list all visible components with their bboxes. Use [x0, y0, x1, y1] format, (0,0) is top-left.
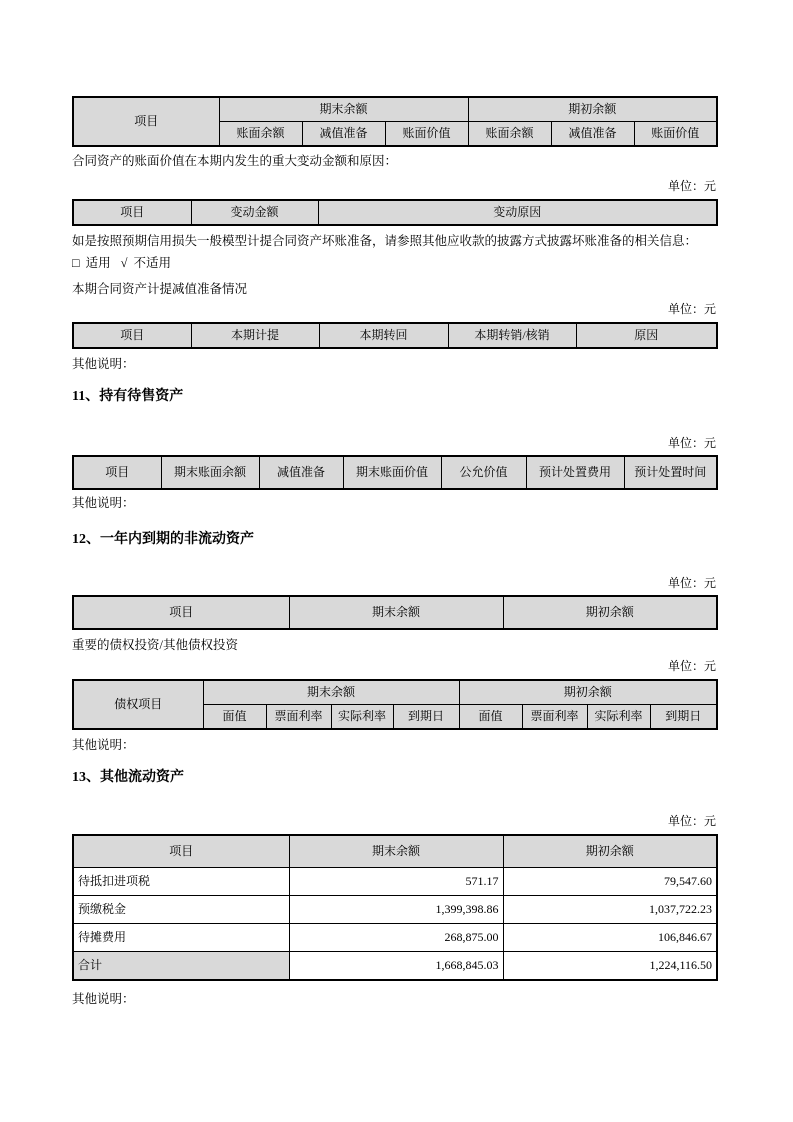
- contract-asset-change-note: 合同资产的账面价值在本期内发生的重大变动金额和原因：: [72, 154, 398, 168]
- unit-label: 单位：元: [667, 302, 716, 316]
- row-ending-value: 1,668,845.03: [289, 952, 503, 981]
- group-header-beginning-balance: 期初余额: [468, 97, 717, 122]
- col-header-book-value: 账面价值: [634, 122, 717, 147]
- row-item-label: 预缴税金: [73, 896, 289, 924]
- applicable-label: 适用: [85, 256, 111, 270]
- noncurrent-assets-due-within-one-year-table: [72, 595, 718, 630]
- col-header-change-reason: 变动原因: [318, 200, 717, 225]
- col-header-maturity-date: 到期日: [650, 705, 717, 730]
- col-header-item: 项目: [73, 596, 289, 629]
- col-header-ending-balance: 期末余额: [289, 596, 503, 629]
- col-header-item: 项目: [73, 456, 161, 489]
- col-header-effective-rate: 实际利率: [331, 705, 393, 730]
- col-header-face-value: 面值: [459, 705, 522, 730]
- col-header-est-disposal-cost: 预计处置费用: [526, 456, 624, 489]
- table-row: [73, 924, 717, 952]
- row-beginning-value: 106,846.67: [503, 924, 717, 952]
- applicability-line: [72, 253, 716, 273]
- row-item-label: 待摊费用: [73, 924, 289, 952]
- row-ending-value: 571.17: [289, 868, 503, 896]
- unit-label: 单位：元: [667, 814, 716, 828]
- col-header-impairment: 减值准备: [259, 456, 343, 489]
- debt-investment-table: [72, 679, 718, 730]
- col-header-beginning-balance: 期初余额: [503, 596, 717, 629]
- debt-investment-note: 重要的债权投资/其他债权投资: [72, 638, 238, 652]
- other-note-label: 其他说明：: [72, 738, 135, 752]
- row-beginning-value: 79,547.60: [503, 868, 717, 896]
- table-row: [73, 868, 717, 896]
- col-header-item: 项目: [73, 835, 289, 868]
- col-header-provision: 本期计提: [191, 323, 319, 348]
- not-applicable-label: 不适用: [133, 256, 171, 270]
- col-header-item: 项目: [73, 97, 219, 146]
- contract-asset-balance-table: [72, 96, 718, 147]
- other-note-label: 其他说明：: [72, 992, 135, 1006]
- section-11-heading: 11、持有待售资产: [72, 389, 184, 404]
- held-for-sale-assets-table: [72, 455, 718, 490]
- col-header-beginning-balance: 期初余额: [503, 835, 717, 868]
- col-header-ending-balance: 期末余额: [289, 835, 503, 868]
- col-header-maturity-date: 到期日: [393, 705, 459, 730]
- group-header-ending-balance: 期末余额: [219, 97, 468, 122]
- unit-label: 单位：元: [667, 179, 716, 193]
- col-header-est-disposal-time: 预计处置时间: [624, 456, 717, 489]
- unit-label: 单位：元: [667, 576, 716, 590]
- col-header-face-value: 面值: [203, 705, 266, 730]
- col-header-item: 项目: [73, 200, 191, 225]
- col-header-fair-value: 公允价值: [441, 456, 526, 489]
- unit-label: 单位：元: [667, 659, 716, 673]
- contract-asset-change-table: [72, 199, 718, 226]
- contract-asset-impairment-table: [72, 322, 718, 349]
- col-header-book-balance: 账面余额: [468, 122, 551, 147]
- check-mark-icon: √: [120, 256, 128, 270]
- col-header-ending-book-value: 期末账面价值: [343, 456, 441, 489]
- table-row-total: [73, 952, 717, 981]
- group-header-beginning-balance: 期初余额: [459, 680, 717, 705]
- col-header-reason: 原因: [576, 323, 717, 348]
- provision-note: 本期合同资产计提减值准备情况: [72, 282, 248, 296]
- other-current-assets-table: [72, 834, 718, 981]
- col-header-debt-item: 债权项目: [73, 680, 203, 729]
- col-header-impairment: 减值准备: [551, 122, 634, 147]
- col-header-effective-rate: 实际利率: [587, 705, 650, 730]
- group-header-ending-balance: 期末余额: [203, 680, 459, 705]
- unit-label: 单位：元: [667, 436, 716, 450]
- section-12-heading: 12、一年内到期的非流动资产: [72, 532, 254, 547]
- row-beginning-value: 1,037,722.23: [503, 896, 717, 924]
- checkbox-unchecked-icon: □: [72, 256, 80, 270]
- section-13-heading: 13、其他流动资产: [72, 770, 184, 785]
- col-header-writeoff: 本期转销/核销: [448, 323, 576, 348]
- col-header-change-amount: 变动金额: [191, 200, 318, 225]
- ecl-note: 如是按照预期信用损失一般模型计提合同资产坏账准备，请参照其他应收款的披露方式披露坏账准备的相关信息：: [72, 234, 698, 248]
- col-header-impairment: 减值准备: [302, 122, 385, 147]
- other-note-label: 其他说明：: [72, 496, 135, 510]
- col-header-book-balance: 账面余额: [219, 122, 302, 147]
- col-header-coupon-rate: 票面利率: [522, 705, 587, 730]
- row-total-label: 合计: [73, 952, 289, 981]
- col-header-reversal: 本期转回: [319, 323, 448, 348]
- row-ending-value: 268,875.00: [289, 924, 503, 952]
- col-header-item: 项目: [73, 323, 191, 348]
- col-header-ending-book-balance: 期末账面余额: [161, 456, 259, 489]
- col-header-coupon-rate: 票面利率: [266, 705, 331, 730]
- col-header-book-value: 账面价值: [385, 122, 468, 147]
- table-row: [73, 896, 717, 924]
- row-item-label: 待抵扣进项税: [73, 868, 289, 896]
- row-ending-value: 1,399,398.86: [289, 896, 503, 924]
- other-note-label: 其他说明：: [72, 357, 135, 371]
- row-beginning-value: 1,224,116.50: [503, 952, 717, 981]
